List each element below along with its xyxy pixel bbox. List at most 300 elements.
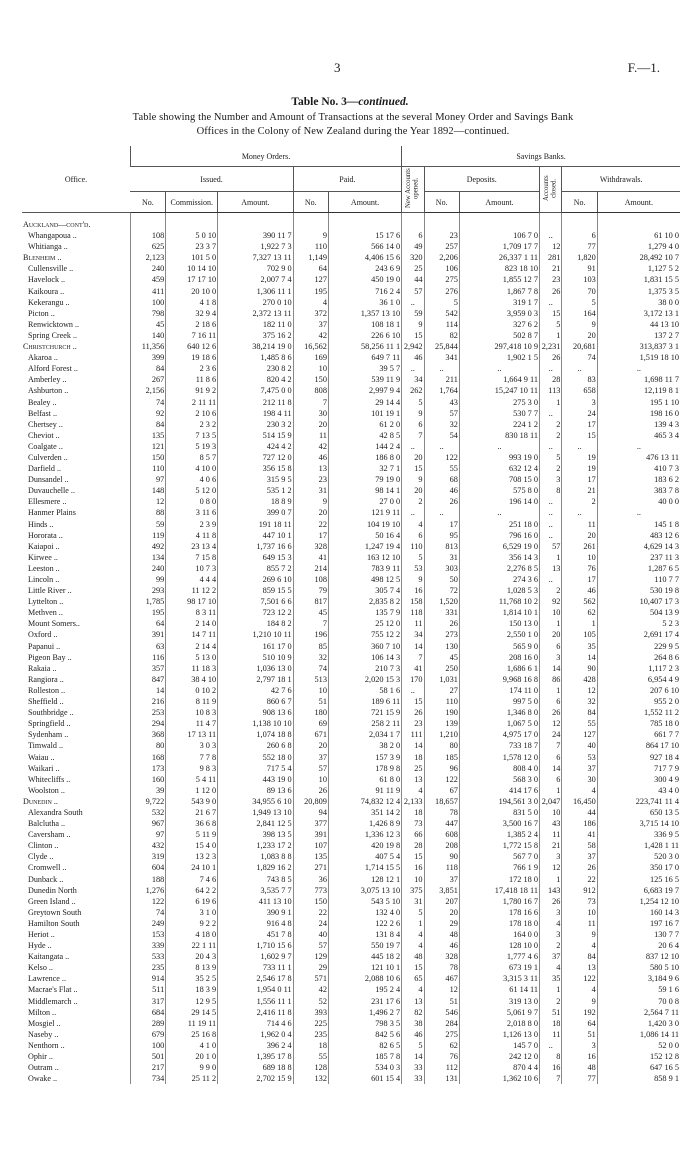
withdrawals-no-cell: .. bbox=[562, 441, 597, 452]
issued-commission-cell: 29 14 5 bbox=[166, 1007, 218, 1018]
paid-amount-cell: 534 0 3 bbox=[328, 1062, 401, 1073]
paid-amount-cell: 163 12 10 bbox=[328, 552, 401, 563]
issued-commission-cell: 2 11 11 bbox=[166, 397, 218, 408]
withdrawals-no-cell: 21 bbox=[562, 485, 597, 496]
accounts-closed-cell: 28 bbox=[540, 374, 562, 385]
paid-no-cell: 10 bbox=[293, 363, 328, 374]
accounts-closed-cell: 18 bbox=[540, 1018, 562, 1029]
withdrawals-no-cell: 48 bbox=[562, 1062, 597, 1073]
table-body bbox=[22, 213, 680, 1085]
issued-no-cell: 1,276 bbox=[130, 885, 165, 896]
withdrawals-amount-cell: 229 9 5 bbox=[597, 641, 680, 652]
accounts-closed-cell: 92 bbox=[540, 596, 562, 607]
office-cell: Bealey .. bbox=[28, 397, 57, 407]
issued-commission-cell: 21 6 7 bbox=[166, 807, 218, 818]
issued-amount-cell: 396 2 4 bbox=[218, 1040, 293, 1051]
table-row bbox=[22, 907, 680, 918]
accounts-closed-cell: 12 bbox=[540, 718, 562, 729]
paid-amount-cell: 195 2 4 bbox=[328, 984, 401, 995]
paid-no-cell: 169 bbox=[293, 352, 328, 363]
deposits-amount-cell: 3,315 3 11 bbox=[459, 973, 539, 984]
paid-amount-cell: 721 15 9 bbox=[328, 707, 401, 718]
accounts-closed-cell: 7 bbox=[540, 740, 562, 751]
new-accounts-cell: 111 bbox=[402, 729, 424, 740]
accounts-closed-cell: 51 bbox=[540, 1007, 562, 1018]
office-cell: Southbridge .. bbox=[28, 708, 74, 718]
deposits-no-cell: .. bbox=[424, 441, 459, 452]
withdrawals-no-cell: 9 bbox=[562, 319, 597, 330]
issued-amount-cell: 1,602 9 7 bbox=[218, 951, 293, 962]
issued-commission-cell: 17 17 10 bbox=[166, 274, 218, 285]
office-cell: Ashburton .. bbox=[28, 386, 69, 396]
office-cell: Little River .. bbox=[28, 586, 72, 596]
paid-amount-cell: 716 2 4 bbox=[328, 286, 401, 297]
table-row bbox=[22, 419, 680, 430]
deposits-amount-cell: 565 9 0 bbox=[459, 641, 539, 652]
accounts-closed-cell: 21 bbox=[540, 840, 562, 851]
withdrawals-no-cell: 9 bbox=[562, 996, 597, 1007]
withdrawals-no-cell: 51 bbox=[562, 1029, 597, 1040]
paid-no-cell: 85 bbox=[293, 641, 328, 652]
deposits-no-cell: 331 bbox=[424, 607, 459, 618]
issued-no-cell: 235 bbox=[130, 962, 165, 973]
withdrawals-no-cell: 77 bbox=[562, 241, 597, 252]
issued-commission-cell: 12 9 5 bbox=[166, 996, 218, 1007]
issued-amount-cell: 182 11 0 bbox=[218, 319, 293, 330]
issued-no-cell: 294 bbox=[130, 718, 165, 729]
new-accounts-cell: 34 bbox=[402, 374, 424, 385]
deposits-amount-cell: .. bbox=[459, 441, 539, 452]
issued-no-cell: 59 bbox=[130, 519, 165, 530]
paid-amount-cell: 798 3 5 bbox=[328, 1018, 401, 1029]
issued-amount-cell: 260 6 8 bbox=[218, 740, 293, 751]
paid-amount-cell: 445 18 2 bbox=[328, 951, 401, 962]
table-row bbox=[22, 352, 680, 363]
deposits-amount-cell: 1,385 2 4 bbox=[459, 829, 539, 840]
issued-no-cell: 45 bbox=[130, 319, 165, 330]
new-accounts-cell: 46 bbox=[402, 352, 424, 363]
paid-amount-cell: 39 5 7 bbox=[328, 363, 401, 374]
issued-commission-cell: 101 5 0 bbox=[166, 252, 218, 263]
accounts-closed-cell: 6 bbox=[540, 774, 562, 785]
office-cell: Akaroa .. bbox=[28, 353, 58, 363]
office-cell: Hamilton South bbox=[28, 918, 80, 928]
office-cell: Cullensville .. bbox=[28, 264, 74, 274]
office-cell: Papanui .. bbox=[28, 641, 61, 651]
paid-no-cell: 4 bbox=[293, 297, 328, 308]
paid-no-cell: 42 bbox=[293, 441, 328, 452]
deposits-no-cell: 17 bbox=[424, 519, 459, 530]
withdrawals-amount-cell: 198 16 0 bbox=[597, 408, 680, 419]
withdrawals-no-cell: 35 bbox=[562, 641, 597, 652]
withdrawals-amount-cell: 70 0 8 bbox=[597, 996, 680, 1007]
office-cell: Spring Creek .. bbox=[28, 330, 78, 340]
issued-amount-cell: 702 9 0 bbox=[218, 263, 293, 274]
deposits-amount-cell: 1,067 5 0 bbox=[459, 718, 539, 729]
new-accounts-cell: 66 bbox=[402, 829, 424, 840]
withdrawals-amount-cell: 1,519 18 10 bbox=[597, 352, 680, 363]
issued-amount-cell: 860 6 7 bbox=[218, 696, 293, 707]
issued-no-cell: 368 bbox=[130, 729, 165, 740]
issued-amount-cell: 411 13 10 bbox=[218, 896, 293, 907]
withdrawals-no-cell: 70 bbox=[562, 286, 597, 297]
accounts-closed-cell: .. bbox=[540, 230, 562, 241]
withdrawals-amount-cell: 520 3 0 bbox=[597, 851, 680, 862]
deposits-no-cell: 341 bbox=[424, 352, 459, 363]
withdrawals-amount-cell: 52 0 0 bbox=[597, 1040, 680, 1051]
paid-no-cell: 23 bbox=[293, 474, 328, 485]
new-accounts-cell: 262 bbox=[402, 385, 424, 396]
table-row bbox=[22, 663, 680, 674]
paid-amount-cell: 360 7 10 bbox=[328, 641, 401, 652]
table-row bbox=[22, 330, 680, 341]
table-row bbox=[22, 929, 680, 940]
issued-amount-cell: 1,737 16 6 bbox=[218, 541, 293, 552]
issued-no-cell: 2,123 bbox=[130, 252, 165, 263]
issued-commission-cell: 6 19 6 bbox=[166, 896, 218, 907]
issued-commission-cell: 5 4 11 bbox=[166, 774, 218, 785]
issued-commission-cell: 23 3 7 bbox=[166, 241, 218, 252]
issued-commission-cell: 11 18 3 bbox=[166, 663, 218, 674]
issued-no-cell: 100 bbox=[130, 1040, 165, 1051]
issued-commission-cell: 25 16 8 bbox=[166, 1029, 218, 1040]
table-row bbox=[22, 319, 680, 330]
paid-no-cell bbox=[293, 213, 328, 231]
deposits-no-cell: 20 bbox=[424, 907, 459, 918]
new-accounts-cell: .. bbox=[402, 441, 424, 452]
withdrawals-amount-cell: 717 7 9 bbox=[597, 763, 680, 774]
office-header: Office. bbox=[22, 146, 130, 213]
deposits-amount-cell: 208 16 0 bbox=[459, 652, 539, 663]
accounts-closed-cell: 2 bbox=[540, 996, 562, 1007]
deposits-amount-cell: 796 16 0 bbox=[459, 530, 539, 541]
issued-amount-cell: 733 11 1 bbox=[218, 962, 293, 973]
new-accounts-cell: 18 bbox=[402, 807, 424, 818]
office-cell: Owake .. bbox=[28, 1074, 57, 1084]
paid-no-cell: 132 bbox=[293, 1073, 328, 1084]
new-accounts-cell: 375 bbox=[402, 885, 424, 896]
table-row bbox=[22, 308, 680, 319]
issued-no-cell: 798 bbox=[130, 308, 165, 319]
deposits-amount-cell: 1,028 5 3 bbox=[459, 585, 539, 596]
paid-amount-cell: 539 11 9 bbox=[328, 374, 401, 385]
deposits-amount-cell: 568 3 0 bbox=[459, 774, 539, 785]
deposits-amount-cell: 1,902 1 5 bbox=[459, 352, 539, 363]
paid-no-cell: 571 bbox=[293, 973, 328, 984]
issued-no-cell: 532 bbox=[130, 807, 165, 818]
withdrawals-amount-cell: 1,428 1 11 bbox=[597, 840, 680, 851]
new-accounts-cell: 14 bbox=[402, 1051, 424, 1062]
issued-commission-cell: 5 11 9 bbox=[166, 829, 218, 840]
paid-amount-cell: 79 19 0 bbox=[328, 474, 401, 485]
deposits-amount-cell: 26,337 1 11 bbox=[459, 252, 539, 263]
withdrawals-amount-cell: 313,837 3 1 bbox=[597, 341, 680, 352]
table-row bbox=[22, 596, 680, 607]
issued-commission-cell: 4 11 8 bbox=[166, 530, 218, 541]
deposits-no-cell: 276 bbox=[424, 286, 459, 297]
issued-commission-cell bbox=[166, 213, 218, 231]
issued-commission-cell: 25 11 2 bbox=[166, 1073, 218, 1084]
paid-amount-cell: 1,336 12 3 bbox=[328, 829, 401, 840]
issued-commission-cell: 4 1 0 bbox=[166, 1040, 218, 1051]
paid-amount-cell: 498 12 5 bbox=[328, 574, 401, 585]
new-accounts-cell: 6 bbox=[402, 530, 424, 541]
paid-amount-cell: 25 12 0 bbox=[328, 618, 401, 629]
deposits-no-cell: 122 bbox=[424, 774, 459, 785]
deposits-amount-cell: 870 4 4 bbox=[459, 1062, 539, 1073]
accounts-closed-cell: 35 bbox=[540, 973, 562, 984]
accounts-closed-cell: 37 bbox=[540, 951, 562, 962]
accounts-closed-cell: 11 bbox=[540, 829, 562, 840]
office-cell: Naseby .. bbox=[28, 1029, 59, 1039]
table-row bbox=[22, 807, 680, 818]
withdrawals-no-cell: 4 bbox=[562, 984, 597, 995]
issued-amount-header: Amount. bbox=[218, 192, 293, 213]
issued-amount-cell bbox=[218, 213, 293, 231]
office-cell: Whitianga .. bbox=[28, 242, 68, 252]
deposits-no-cell: .. bbox=[424, 507, 459, 518]
paid-amount-cell: 2,088 10 6 bbox=[328, 973, 401, 984]
office-cell: Culverden .. bbox=[28, 452, 68, 462]
accounts-closed-cell: 26 bbox=[540, 352, 562, 363]
accounts-closed-cell: 12 bbox=[540, 862, 562, 873]
issued-no-cell: 140 bbox=[130, 330, 165, 341]
issued-no-cell: 100 bbox=[130, 297, 165, 308]
deposits-amount-cell: 1,709 17 7 bbox=[459, 241, 539, 252]
withdrawals-amount-cell: 145 1 8 bbox=[597, 519, 680, 530]
office-cell: Dunback .. bbox=[28, 874, 64, 884]
issued-no-cell: 97 bbox=[130, 829, 165, 840]
issued-amount-cell: 2,546 17 8 bbox=[218, 973, 293, 984]
withdrawals-no-cell: 41 bbox=[562, 829, 597, 840]
deposits-amount-cell: 164 0 0 bbox=[459, 929, 539, 940]
deposits-no-cell: 26 bbox=[424, 618, 459, 629]
withdrawals-amount-cell: 530 19 8 bbox=[597, 585, 680, 596]
office-cell: Picton .. bbox=[28, 308, 55, 318]
issued-amount-cell: 2,007 7 4 bbox=[218, 274, 293, 285]
deposits-amount-cell: 3,959 0 3 bbox=[459, 308, 539, 319]
paid-amount-cell: 32 7 1 bbox=[328, 463, 401, 474]
deposits-amount-cell: 993 19 0 bbox=[459, 452, 539, 463]
new-accounts-cell bbox=[402, 213, 424, 231]
issued-amount-cell: 1,962 0 4 bbox=[218, 1029, 293, 1040]
deposits-amount-cell: 1,578 12 0 bbox=[459, 752, 539, 763]
issued-commission-cell: 18 3 9 bbox=[166, 984, 218, 995]
paid-amount-cell: 1,426 8 9 bbox=[328, 818, 401, 829]
deposits-amount-cell: 251 18 0 bbox=[459, 519, 539, 530]
issued-amount-cell: 859 15 5 bbox=[218, 585, 293, 596]
withdrawals-no-cell: 3 bbox=[562, 397, 597, 408]
accounts-closed-cell: 4 bbox=[540, 962, 562, 973]
withdrawals-no-cell: 4 bbox=[562, 940, 597, 951]
new-accounts-cell: 5 bbox=[402, 552, 424, 563]
paid-amount-cell: 98 14 1 bbox=[328, 485, 401, 496]
office-cell: Heriot .. bbox=[28, 930, 55, 939]
paid-no-cell: 817 bbox=[293, 596, 328, 607]
accounts-closed-cell: 2 bbox=[540, 430, 562, 441]
issued-no-cell: 99 bbox=[130, 574, 165, 585]
new-accounts-cell: 7 bbox=[402, 652, 424, 663]
issued-commission-cell: 11 4 7 bbox=[166, 718, 218, 729]
office-cell: Timwald .. bbox=[28, 741, 64, 751]
office-cell: Alexandra South bbox=[28, 807, 83, 817]
issued-no-cell: 88 bbox=[130, 507, 165, 518]
withdrawals-no-cell: 26 bbox=[562, 862, 597, 873]
withdrawals-no-cell: 10 bbox=[562, 552, 597, 563]
issued-amount-cell: 1,210 10 11 bbox=[218, 629, 293, 640]
paid-no-cell: 391 bbox=[293, 829, 328, 840]
issued-no-cell: 459 bbox=[130, 274, 165, 285]
paid-no-cell: 20 bbox=[293, 507, 328, 518]
accounts-closed-cell: .. bbox=[540, 363, 562, 374]
new-accounts-cell: 9 bbox=[402, 319, 424, 330]
withdrawals-amount-cell: 1,552 11 2 bbox=[597, 707, 680, 718]
new-accounts-cell: 13 bbox=[402, 774, 424, 785]
issued-no-cell: 267 bbox=[130, 374, 165, 385]
paid-no-cell: 393 bbox=[293, 1007, 328, 1018]
issued-amount-cell: 1,074 18 8 bbox=[218, 729, 293, 740]
withdrawals-amount-cell: 38 0 0 bbox=[597, 297, 680, 308]
issued-amount-cell: 3,535 7 7 bbox=[218, 885, 293, 896]
withdrawals-amount-cell: 28,492 10 7 bbox=[597, 252, 680, 263]
office-cell: Dunedin .. bbox=[23, 796, 58, 806]
issued-no-cell: 411 bbox=[130, 286, 165, 297]
table-row bbox=[22, 474, 680, 485]
office-cell: Macrae's Flat .. bbox=[28, 985, 78, 995]
deposits-no-cell: 211 bbox=[424, 374, 459, 385]
new-accounts-cell: 5 bbox=[402, 907, 424, 918]
issued-no-cell: 914 bbox=[130, 973, 165, 984]
issued-no-cell: 116 bbox=[130, 652, 165, 663]
deposits-amount-cell: 1,772 15 8 bbox=[459, 840, 539, 851]
withdrawals-amount-cell: 785 18 0 bbox=[597, 718, 680, 729]
paid-no-cell: 42 bbox=[293, 330, 328, 341]
accounts-closed-cell: 3 bbox=[540, 907, 562, 918]
withdrawals-no-cell: 74 bbox=[562, 352, 597, 363]
issued-no-cell: 847 bbox=[130, 674, 165, 685]
new-accounts-cell: 57 bbox=[402, 286, 424, 297]
withdrawals-amount-cell: 197 16 7 bbox=[597, 918, 680, 929]
paid-amount-cell: 420 19 8 bbox=[328, 840, 401, 851]
office-cell: Whitecliffs .. bbox=[28, 774, 71, 784]
deposits-amount-cell: 1,686 6 1 bbox=[459, 663, 539, 674]
withdrawals-amount-cell: 20 6 4 bbox=[597, 940, 680, 951]
withdrawals-no-cell: 37 bbox=[562, 763, 597, 774]
table-row bbox=[22, 1073, 680, 1084]
deposits-no-cell: 95 bbox=[424, 530, 459, 541]
accounts-closed-cell: 26 bbox=[540, 896, 562, 907]
paid-amount-cell: 407 5 4 bbox=[328, 851, 401, 862]
accounts-closed-cell: 3 bbox=[540, 474, 562, 485]
paid-amount-cell: 2,997 9 4 bbox=[328, 385, 401, 396]
deposits-no-cell: 68 bbox=[424, 474, 459, 485]
paid-no-cell: 37 bbox=[293, 319, 328, 330]
table-row bbox=[22, 763, 680, 774]
deposits-no-cell: 5 bbox=[424, 297, 459, 308]
deposits-no-cell: 2,206 bbox=[424, 252, 459, 263]
accounts-closed-cell: 7 bbox=[540, 1073, 562, 1084]
table-row bbox=[22, 452, 680, 463]
office-cell: Renwicktown .. bbox=[28, 319, 80, 329]
table-row bbox=[22, 973, 680, 984]
office-cell: Clyde .. bbox=[28, 852, 54, 862]
new-accounts-cell: 38 bbox=[402, 1018, 424, 1029]
issued-amount-cell: 1,556 11 1 bbox=[218, 996, 293, 1007]
new-accounts-cell: 31 bbox=[402, 896, 424, 907]
issued-commission-cell: 36 6 8 bbox=[166, 818, 218, 829]
paid-amount-cell: 74,832 12 4 bbox=[328, 796, 401, 807]
issued-no-cell: 216 bbox=[130, 696, 165, 707]
table-row bbox=[22, 507, 680, 518]
paid-amount-cell bbox=[328, 213, 401, 231]
table-row bbox=[22, 696, 680, 707]
new-accounts-cell: 25 bbox=[402, 763, 424, 774]
table-title-cont: continued. bbox=[358, 96, 409, 108]
issued-no-cell: 679 bbox=[130, 1029, 165, 1040]
paid-amount-cell: 82 6 5 bbox=[328, 1040, 401, 1051]
issued-commission-cell: 10 14 10 bbox=[166, 263, 218, 274]
office-cell: Darfield .. bbox=[28, 464, 62, 474]
paid-no-cell: 30 bbox=[293, 408, 328, 419]
paid-no-cell: 271 bbox=[293, 862, 328, 873]
withdrawals-no-cell: 164 bbox=[562, 308, 597, 319]
table-row bbox=[22, 363, 680, 374]
withdrawals-no-cell: 17 bbox=[562, 419, 597, 430]
deposits-amount-cell: 530 7 7 bbox=[459, 408, 539, 419]
issued-commission-cell: 3 11 6 bbox=[166, 507, 218, 518]
paid-amount-cell: 566 14 0 bbox=[328, 241, 401, 252]
withdrawals-no-cell: 186 bbox=[562, 818, 597, 829]
deposits-amount-cell: 145 7 0 bbox=[459, 1040, 539, 1051]
table-row bbox=[22, 274, 680, 285]
accounts-closed-cell: 143 bbox=[540, 885, 562, 896]
deposits-amount-cell: 997 5 0 bbox=[459, 696, 539, 707]
issued-commission-cell: 64 2 2 bbox=[166, 885, 218, 896]
office-cell: Whangapoua .. bbox=[28, 231, 77, 241]
withdrawals-no-cell: 40 bbox=[562, 740, 597, 751]
table-row bbox=[22, 840, 680, 851]
accounts-closed-cell: 1 bbox=[540, 874, 562, 885]
issued-commission-cell: 2 14 4 bbox=[166, 641, 218, 652]
new-accounts-cell: 5 bbox=[402, 397, 424, 408]
table-row bbox=[22, 629, 680, 640]
new-accounts-cell: 13 bbox=[402, 996, 424, 1007]
withdrawals-no-cell: 90 bbox=[562, 663, 597, 674]
withdrawals-no-cell: 20 bbox=[562, 330, 597, 341]
issued-amount-cell: 161 17 0 bbox=[218, 641, 293, 652]
new-accounts-cell: 320 bbox=[402, 252, 424, 263]
paid-no-cell: 18 bbox=[293, 1040, 328, 1051]
paid-no-cell: 94 bbox=[293, 807, 328, 818]
paid-no-cell: 40 bbox=[293, 929, 328, 940]
paid-no-cell: 16,562 bbox=[293, 341, 328, 352]
withdrawals-amount-cell: 4,629 14 3 bbox=[597, 541, 680, 552]
withdrawals-no-cell: .. bbox=[562, 363, 597, 374]
table-row bbox=[22, 674, 680, 685]
paid-no-cell: 773 bbox=[293, 885, 328, 896]
issued-amount-cell: 198 4 11 bbox=[218, 408, 293, 419]
issued-no-cell: 84 bbox=[130, 363, 165, 374]
withdrawals-no-cell: 6 bbox=[562, 230, 597, 241]
issued-commission-cell: 98 17 10 bbox=[166, 596, 218, 607]
issued-amount-cell: 212 11 8 bbox=[218, 397, 293, 408]
issued-amount-cell: 451 7 8 bbox=[218, 929, 293, 940]
issued-amount-cell: 356 15 8 bbox=[218, 463, 293, 474]
accounts-closed-cell: 43 bbox=[540, 818, 562, 829]
paid-amount-cell: 186 8 0 bbox=[328, 452, 401, 463]
deposits-amount-cell: 1,867 7 8 bbox=[459, 286, 539, 297]
accounts-closed-cell: 2 bbox=[540, 585, 562, 596]
